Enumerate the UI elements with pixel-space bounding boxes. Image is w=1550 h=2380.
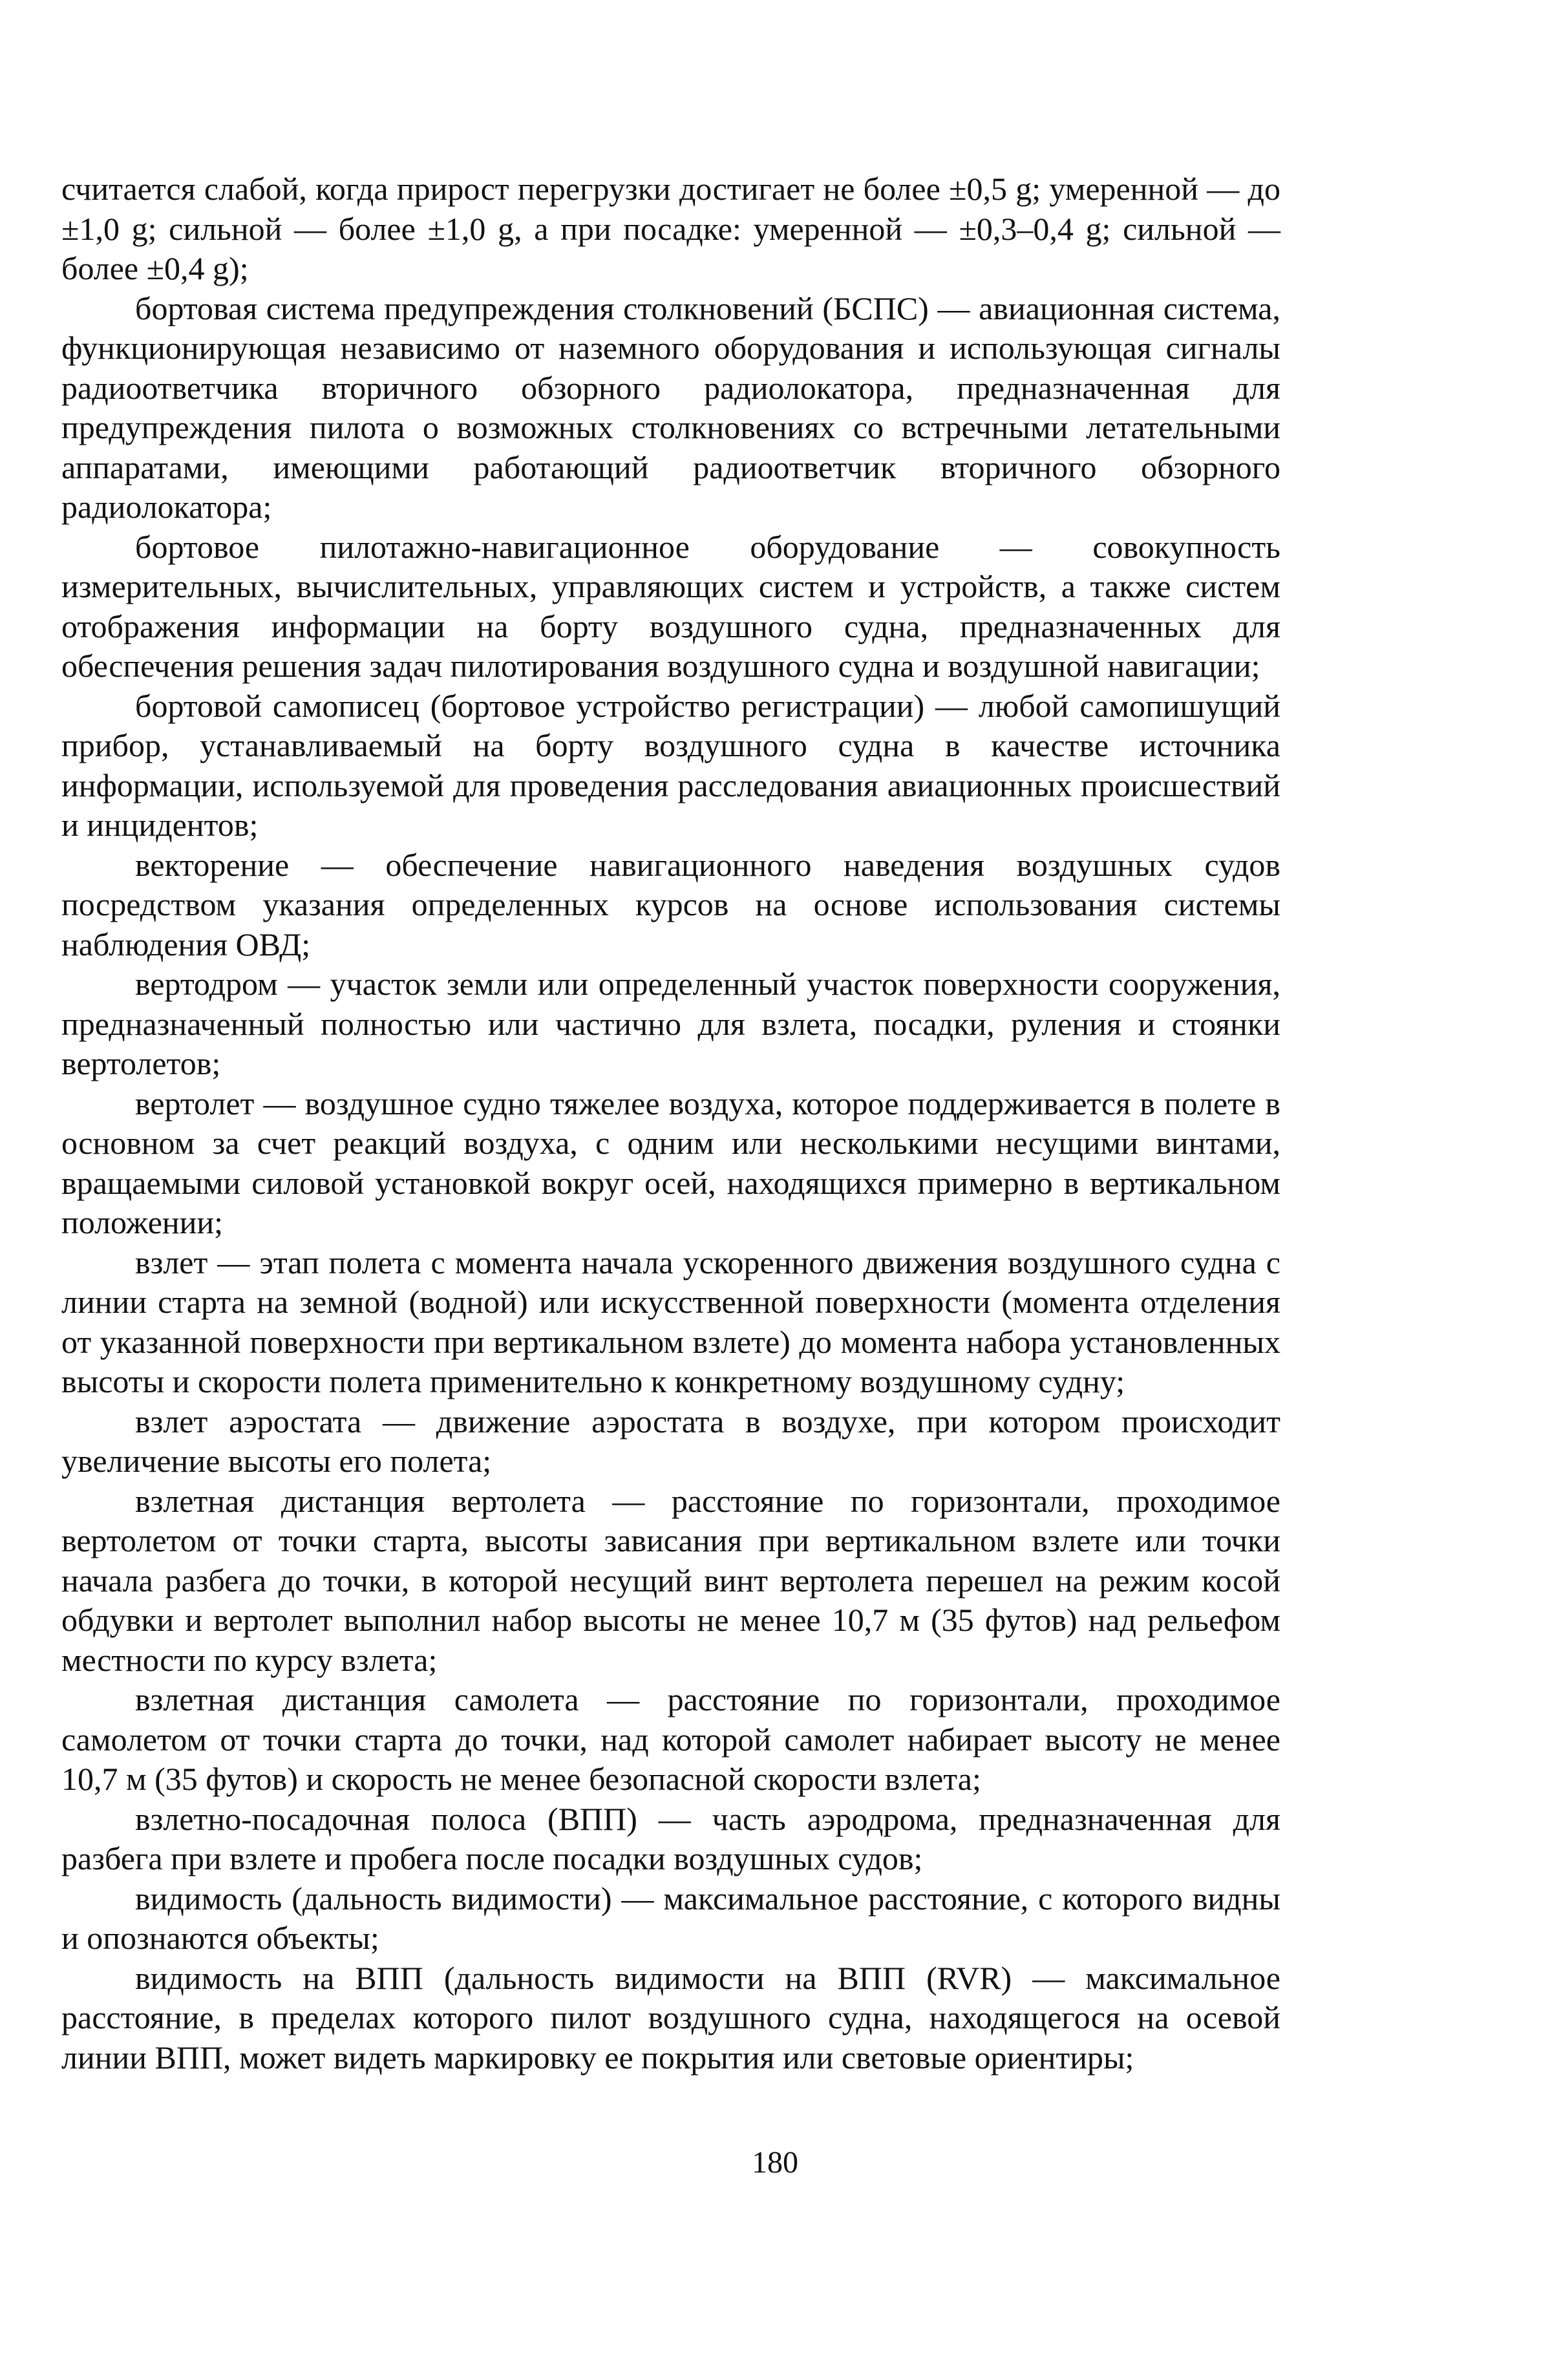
- definition-airplane-takeoff-distance: взлетная дистанция самолета — расстояние по горизонтали, проходимое самолетом от точки старта до точки, над которой самолет набирает высоту не менее 10,7 м (35 футов) и скорость не менее безопасной скорости взлета;: [61, 1681, 1280, 1797]
- definition-runway: взлетно-посадочная полоса (ВПП) — часть аэродрома, предназначенная для разбега при взлете и пробега после посадки воздушных судов;: [61, 1800, 1280, 1876]
- definition-runway-visual-range: видимость на ВПП (дальность видимости на ВПП (RVR) — максимальное расстояние, в пределах которого пилот воздушного судна, находящегося на осевой линии ВПП, может видеть маркировку ее покрытия или световые ориентиры;: [61, 1959, 1280, 2076]
- definition-heliport: вертодром — участок земли или определенный участок поверхности сооружения, предназначенный полностью или частично для взлета, посадки, руления и стоянки вертолетов;: [61, 966, 1280, 1081]
- definition-helicopter-takeoff-distance: взлетная дистанция вертолета — расстояние по горизонтали, проходимое вертолетом от точки старта, высоты зависания при вертикальном взлете или точки начала разбега до точки, в которой несущий винт вертолета перешел на режим косой обдувки и вертолет выполнил набор высоты не менее 10,7 м (35 футов) над рельефом местности по курсу взлета;: [61, 1482, 1280, 1678]
- definition-vectoring: векторение — обеспечение навигационного наведения воздушных судов посредством указания определенных курсов на основе использования системы наблюдения ОВД;: [61, 846, 1280, 962]
- definition-flight-recorder: бортовой самописец (бортовое устройство регистрации) — любой самопишущий прибор, устанавливаемый на борту воздушного судна в качестве источника информации, используемой для проведения расследования авиационных происшествий и инцидентов;: [61, 687, 1280, 843]
- definition-visibility: видимость (дальность видимости) — максимальное расстояние, с которого видны и опознаются объекты;: [61, 1880, 1280, 1956]
- definition-takeoff: взлет — этап полета с момента начала ускоренного движения воздушного судна с линии старта на земной (водной) или искусственной поверхности (момента отделения от указанной поверхности при вертикальном взлете) до момента набора установленных высоты и скорости полета применительно к конкретному воздушному судну;: [61, 1244, 1280, 1399]
- definition-bsps: бортовая система предупреждения столкновений (БСПС) — авиационная система, функционирующая независимо от наземного оборудования и использующая сигналы радиоответчика вторичного обзорного радиолокатора, предназначенная для предупреждения пилота о возможных столкновениях со встречными летательными аппаратами, имеющими работающий радиоответчик вторичного обзорного радиолокатора;: [61, 290, 1280, 525]
- definition-balloon-takeoff: взлет аэростата — движение аэростата в воздухе, при котором происходит увеличение высоты его полета;: [61, 1403, 1280, 1479]
- paragraph-continuation: считается слабой, когда прирост перегрузки достигает не более ±0,5 g; умеренной — до ±1,0 g; сильной — более ±1,0 g, а при посадке: умеренной — ±0,3–0,4 g; сильной — более ±0,4 g);: [61, 171, 1280, 286]
- definition-onboard-navigation-equipment: бортовое пилотажно-навигационное оборудование — совокупность измерительных, вычислительных, управляющих систем и устройств, а также систем отображения информации на борту воздушного судна, предназначенных для обеспечения решения задач пилотирования воздушного судна и воздушной навигации;: [61, 528, 1280, 684]
- page-number: 180: [752, 2145, 798, 2180]
- body-text: [61, 169, 1280, 2077]
- definition-helicopter: вертолет — воздушное судно тяжелее воздуха, которое поддерживается в полете в основном за счет реакций воздуха, с одним или несколькими несущими винтами, вращаемыми силовой установкой вокруг осей, находящихся примерно в вертикальном положении;: [61, 1085, 1280, 1240]
